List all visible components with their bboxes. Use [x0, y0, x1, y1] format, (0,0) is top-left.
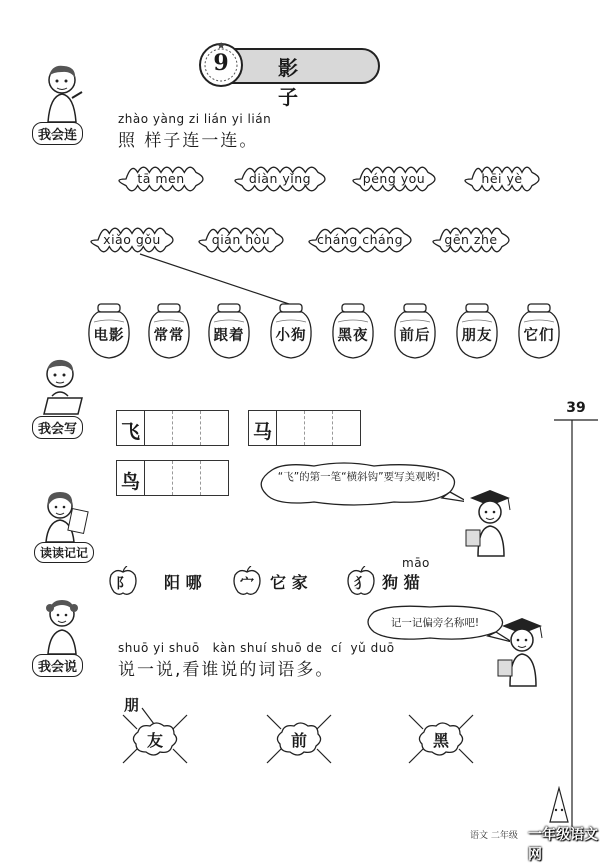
footer-text: 语文 二年级: [470, 831, 518, 841]
section-label-connect: 我会连: [32, 122, 83, 145]
graduate-boy-icon-2: [488, 616, 548, 688]
radical-character: 犭: [354, 576, 368, 592]
jar-word: 前后: [399, 328, 431, 344]
radical-words: 它 家: [270, 573, 308, 592]
radical-apple: [108, 566, 138, 596]
pinyin-cloud[interactable]: [306, 225, 414, 255]
writing-grid-3[interactable]: [116, 460, 229, 496]
lesson-title: 影 子: [278, 56, 316, 109]
lesson-number: 9: [213, 50, 229, 76]
burst-character: 友: [146, 731, 163, 750]
graduate-boy-icon: [456, 488, 516, 558]
section-label-read: 读读记记: [34, 542, 94, 563]
page-number: 39: [566, 400, 586, 416]
boy-mascot-icon: [38, 62, 84, 124]
jar-word: 小狗: [275, 328, 307, 344]
writing-boy-icon: [38, 356, 84, 418]
jar-word: 黑夜: [337, 328, 369, 344]
watermark: 一年级语文网: [528, 827, 598, 863]
burst-character: 前: [290, 731, 307, 750]
writing-grid-1[interactable]: [116, 410, 229, 446]
cloud-pinyin: diàn yǐng: [248, 171, 312, 186]
section-label-speak: 我会说: [32, 654, 83, 677]
section-label-write: 我会写: [32, 416, 83, 439]
radical-words: 狗 猫: [382, 573, 420, 592]
pinyin-cloud[interactable]: [196, 225, 286, 255]
word-jar[interactable]: [206, 302, 252, 360]
writing-tip-text: “飞”的第一笔“横斜钩”要写美观哟!: [277, 471, 441, 483]
radical-words: 阳 哪: [164, 573, 202, 592]
speak-instruction-pinyin: shuō yi shuō kàn shuí shuō de cí yǔ duō: [118, 641, 395, 655]
word-burst[interactable]: [120, 712, 190, 766]
word-jar[interactable]: [86, 302, 132, 360]
pinyin-cloud[interactable]: [88, 225, 176, 255]
word-burst[interactable]: [264, 712, 334, 766]
reading-girl-icon: [40, 488, 90, 544]
word-jar[interactable]: [268, 302, 314, 360]
jar-word: 朋友: [461, 328, 493, 344]
cloud-pinyin: hēi yè: [481, 171, 523, 186]
speak-instruction-text: 说一说,看谁说的词语多。: [118, 660, 335, 680]
word-pinyin: māo: [402, 556, 430, 570]
model-character: 鸟: [120, 471, 140, 493]
cloud-pinyin: xiǎo gǒu: [103, 232, 161, 247]
model-character: 飞: [120, 421, 140, 443]
jar-word: 跟着: [213, 328, 245, 344]
word-jar[interactable]: [454, 302, 500, 360]
cloud-pinyin: cháng cháng: [316, 232, 404, 247]
cloud-pinyin: qián hòu: [211, 232, 271, 247]
word-jar[interactable]: [392, 302, 438, 360]
radical-apple: [232, 566, 262, 596]
tip-speech-bubble: [254, 462, 464, 510]
speaking-girl-icon: [40, 596, 86, 656]
lesson-title-banner: [198, 42, 378, 109]
page-edge-line: [552, 418, 600, 838]
model-character: 马: [252, 421, 272, 443]
pencil-mascot-icon: [544, 786, 574, 828]
pinyin-cloud[interactable]: [462, 164, 542, 194]
jar-word: 它们: [523, 328, 555, 344]
pinyin-cloud[interactable]: [430, 225, 512, 255]
radical-character: 阝: [116, 576, 130, 592]
word-jar[interactable]: [330, 302, 376, 360]
pinyin-cloud[interactable]: [232, 164, 328, 194]
radical-character: 宀: [240, 576, 254, 592]
example-character: 朋: [124, 696, 140, 714]
writing-grid-2[interactable]: [248, 410, 361, 446]
pinyin-cloud[interactable]: [116, 164, 206, 194]
instruction-pinyin: zhào yàng zi lián yi lián: [118, 112, 272, 126]
word-jar[interactable]: [516, 302, 562, 360]
word-jar[interactable]: [146, 302, 192, 360]
cloud-pinyin: péng you: [362, 171, 426, 186]
speak-tip-text: 记一记偏旁名称吧!: [390, 617, 480, 629]
instruction-text: 照 样子连一连。: [118, 131, 259, 151]
radical-apple: [346, 566, 376, 596]
cloud-pinyin: gēn zhe: [444, 232, 498, 247]
pinyin-cloud[interactable]: [350, 164, 438, 194]
word-burst[interactable]: [406, 712, 476, 766]
cloud-pinyin: tā men: [137, 171, 185, 186]
burst-character: 黑: [432, 731, 449, 750]
jar-word: 电影: [93, 328, 125, 344]
jar-word: 常常: [153, 328, 185, 344]
